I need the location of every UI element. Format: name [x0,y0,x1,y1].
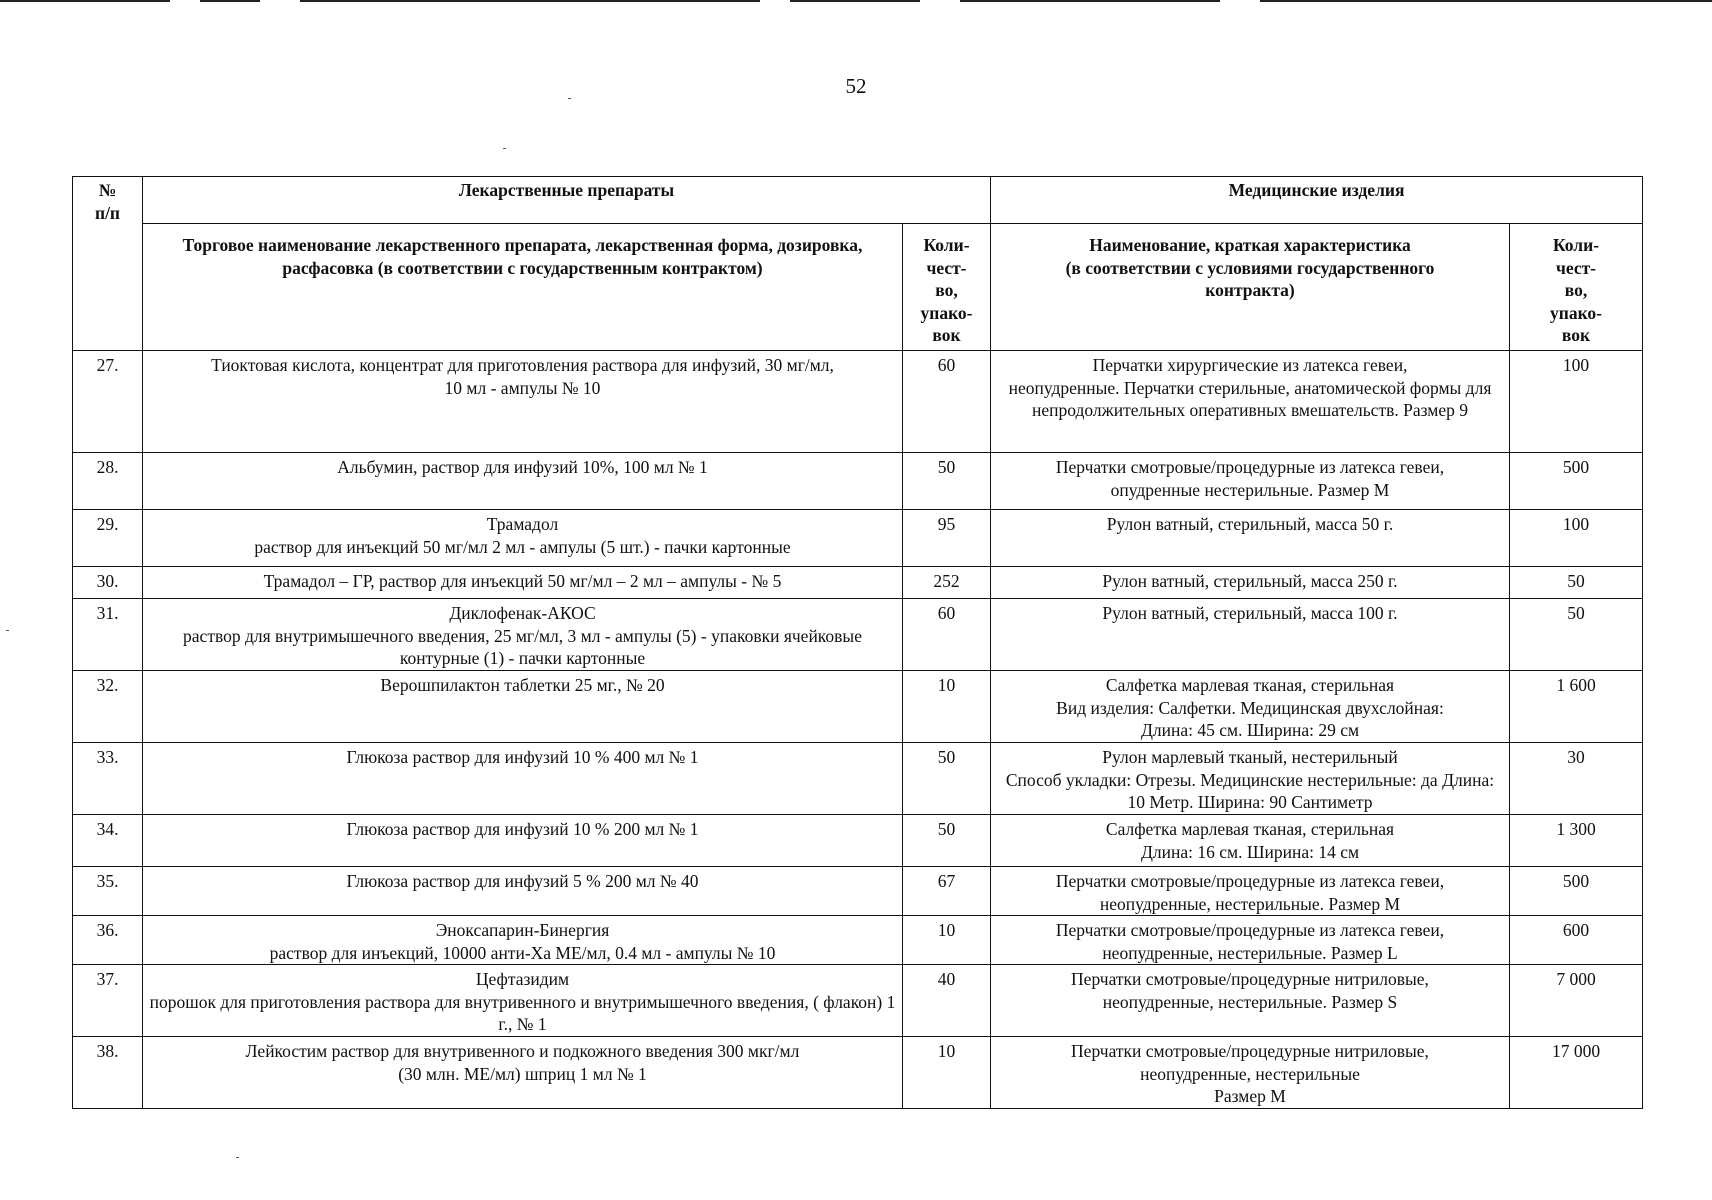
drug-quantity: 50 [903,815,991,867]
row-number: 38. [73,1037,143,1109]
row-number: 33. [73,743,143,815]
row-number: 28. [73,453,143,510]
table-row [73,510,1643,567]
drug-description: Альбумин, раствор для инфузий 10%, 100 мл № 1 [143,453,903,510]
device-description: Перчатки смотровые/процедурные из латекса гевеи, неопудренные, нестерильные. Размер М [991,867,1510,916]
device-quantity: 7 000 [1510,965,1643,1037]
scan-top-edge [0,0,1712,2]
scan-speck [503,148,506,149]
supply-table [72,176,1643,1109]
device-quantity: 500 [1510,867,1643,916]
device-description: Салфетка марлевая тканая, стерильная Вид изделия: Салфетки. Медицинская двухслойная: Длина: 45 см. Ширина: 29 см [991,671,1510,743]
drug-description: Верошпилактон таблетки 25 мг., № 20 [143,671,903,743]
row-number: 30. [73,567,143,599]
table-row [73,1037,1643,1109]
table-row [73,965,1643,1037]
row-number: 34. [73,815,143,867]
drug-description: Трамадол раствор для инъекций 50 мг/мл 2 мл - ампулы (5 шт.) - пачки картонные [143,510,903,567]
scan-speck [236,1157,239,1158]
drug-description: Глюкоза раствор для инфузий 10 % 400 мл № 1 [143,743,903,815]
header-device-name: Наименование, краткая характеристика (в соответствии с условиями государственного контракта) [991,224,1510,351]
drug-quantity: 50 [903,453,991,510]
device-description: Рулон марлевый тканый, нестерильный Способ укладки: Отрезы. Медицинские нестерильные: да Длина: 10 Метр. Ширина: 90 Сантиметр [991,743,1510,815]
drug-quantity: 95 [903,510,991,567]
drug-quantity: 252 [903,567,991,599]
device-quantity: 50 [1510,567,1643,599]
table-row [73,567,1643,599]
row-number: 29. [73,510,143,567]
row-number: 35. [73,867,143,916]
drug-description: Лейкостим раствор для внутривенного и подкожного введения 300 мкг/мл (30 млн. МЕ/мл) шприц 1 мл № 1 [143,1037,903,1109]
device-quantity: 30 [1510,743,1643,815]
row-number: 37. [73,965,143,1037]
device-quantity: 1 300 [1510,815,1643,867]
row-number: 32. [73,671,143,743]
drug-quantity: 50 [903,743,991,815]
scan-speck [568,98,571,99]
drug-quantity: 10 [903,1037,991,1109]
drug-quantity: 60 [903,599,991,671]
table-row [73,671,1643,743]
table-row [73,599,1643,671]
header-devices-group: Медицинские изделия [991,177,1643,224]
table-row [73,916,1643,965]
table-row [73,815,1643,867]
drug-description: Диклофенак-АКОС раствор для внутримышечного введения, 25 мг/мл, 3 мл - ампулы (5) - упаковки ячейковые контурные (1) - пачки картонные [143,599,903,671]
drug-description: Тиоктовая кислота, концентрат для приготовления раствора для инфузий, 30 мг/мл, 10 мл - ампулы № 10 [143,351,903,453]
device-description: Рулон ватный, стерильный, масса 250 г. [991,567,1510,599]
device-description: Салфетка марлевая тканая, стерильная Длина: 16 см. Ширина: 14 см [991,815,1510,867]
table-row [73,453,1643,510]
device-description: Перчатки смотровые/процедурные из латекса гевеи, опудренные нестерильные. Размер М [991,453,1510,510]
row-number: 27. [73,351,143,453]
table-row [73,867,1643,916]
device-quantity: 100 [1510,351,1643,453]
device-quantity: 100 [1510,510,1643,567]
device-description: Перчатки смотровые/процедурные нитриловые, неопудренные, нестерильные Размер М [991,1037,1510,1109]
drug-description: Трамадол – ГР, раствор для инъекций 50 мг/мл – 2 мл – ампулы - № 5 [143,567,903,599]
header-drug-name: Торговое наименование лекарственного препарата, лекарственная форма, дозировка, расфасовка (в соответствии с государственным контрактом) [143,224,903,351]
device-description: Перчатки хирургические из латекса гевеи, неопудренные. Перчатки стерильные, анатомической формы для непродолжительных оперативных вмешательств. Размер 9 [991,351,1510,453]
device-quantity: 500 [1510,453,1643,510]
header-device-quantity: Коли- чест- во, упако- вок [1510,224,1643,351]
device-description: Рулон ватный, стерильный, масса 50 г. [991,510,1510,567]
drug-quantity: 60 [903,351,991,453]
device-description: Перчатки смотровые/процедурные из латекса гевеи, неопудренные, нестерильные. Размер L [991,916,1510,965]
device-quantity: 17 000 [1510,1037,1643,1109]
drug-quantity: 67 [903,867,991,916]
header-number: № п/п [73,177,143,351]
row-number: 31. [73,599,143,671]
drug-description: Глюкоза раствор для инфузий 10 % 200 мл № 1 [143,815,903,867]
drug-description: Эноксапарин-Бинергия раствор для инъекций, 10000 анти-Ха МЕ/мл, 0.4 мл - ампулы № 10 [143,916,903,965]
table-row [73,743,1643,815]
device-description: Рулон ватный, стерильный, масса 100 г. [991,599,1510,671]
table-row [73,351,1643,453]
device-quantity: 50 [1510,599,1643,671]
drug-description: Цефтазидим порошок для приготовления раствора для внутривенного и внутримышечного введения, ( флакон) 1 г., № 1 [143,965,903,1037]
drug-quantity: 10 [903,916,991,965]
page-number: 52 [845,74,867,98]
header-drug-quantity: Коли- чест- во, упако- вок [903,224,991,351]
drug-quantity: 10 [903,671,991,743]
row-number: 36. [73,916,143,965]
device-quantity: 600 [1510,916,1643,965]
drug-description: Глюкоза раствор для инфузий 5 % 200 мл № 40 [143,867,903,916]
device-quantity: 1 600 [1510,671,1643,743]
scan-speck [6,630,9,631]
device-description: Перчатки смотровые/процедурные нитриловые, неопудренные, нестерильные. Размер S [991,965,1510,1037]
header-drugs-group: Лекарственные препараты [143,177,991,224]
drug-quantity: 40 [903,965,991,1037]
